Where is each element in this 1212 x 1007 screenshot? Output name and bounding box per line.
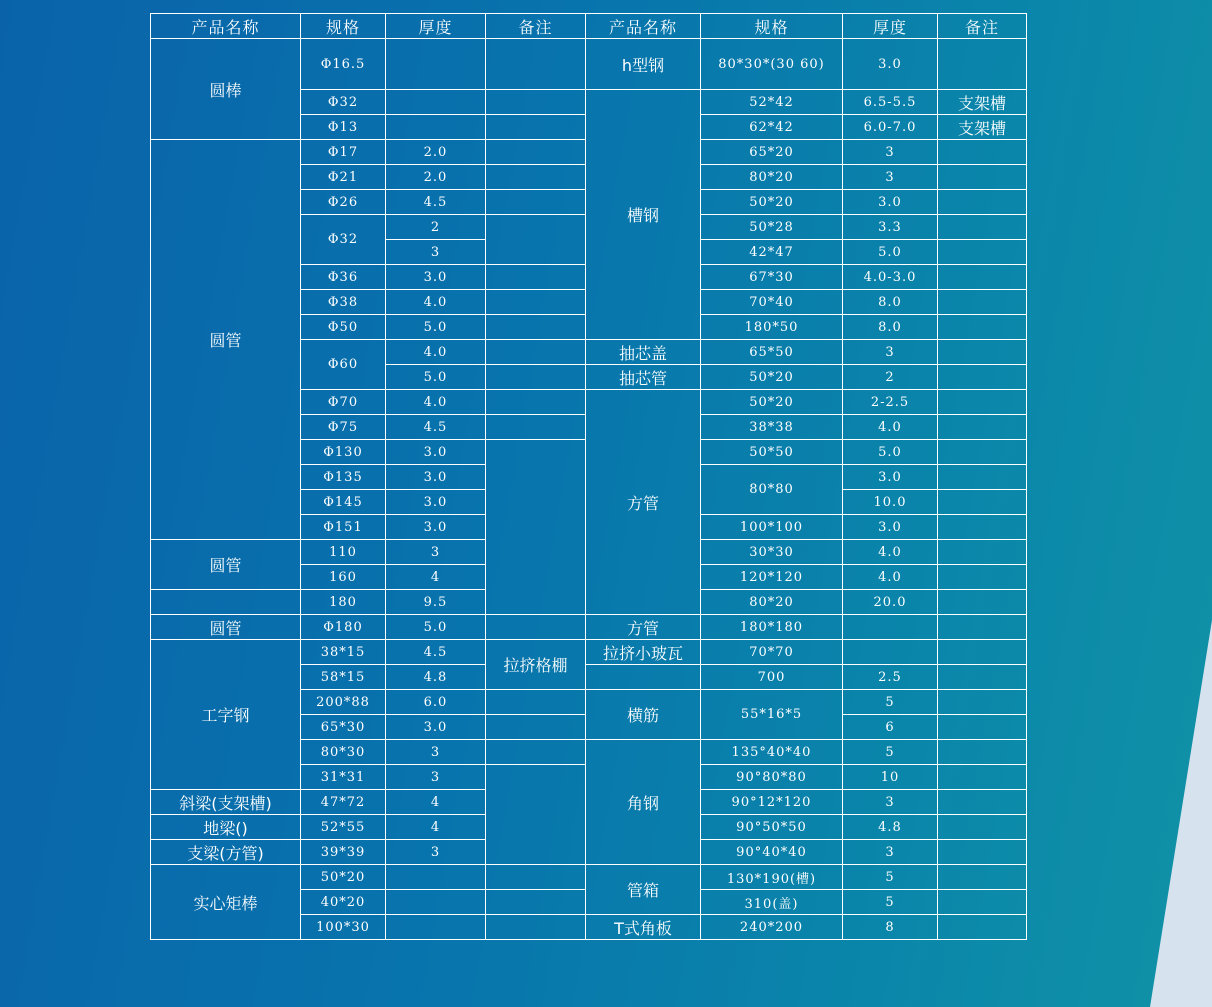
- right-thickness-cell: 4.0: [843, 415, 938, 440]
- left-thickness-cell: 4: [386, 815, 486, 840]
- left-note-cell: [486, 165, 586, 190]
- right-spec-cell: 70*70: [701, 640, 843, 665]
- right-spec-cell: 50*50: [701, 440, 843, 465]
- left-note-cell: [486, 690, 586, 715]
- right-spec-cell: 67*30: [701, 265, 843, 290]
- right-note-cell: [938, 465, 1027, 490]
- right-note-cell: 支架槽: [938, 90, 1027, 115]
- right-thickness-cell: 10: [843, 765, 938, 790]
- left-note-cell: [486, 865, 586, 890]
- left-thickness-cell: 4.0: [386, 390, 486, 415]
- header-cell: 产品名称: [151, 14, 301, 39]
- left-product-name: 斜梁(支架槽): [151, 790, 301, 815]
- left-spec-cell: 80*30: [301, 740, 386, 765]
- left-note-cell: [486, 215, 586, 265]
- left-thickness-cell: [386, 915, 486, 940]
- left-thickness-cell: [386, 865, 486, 890]
- left-note-cell: [486, 340, 586, 365]
- right-thickness-cell: 3: [843, 340, 938, 365]
- table-row: [151, 615, 1027, 640]
- right-thickness-cell: 3: [843, 140, 938, 165]
- left-product-name: 实心矩棒: [151, 865, 301, 940]
- left-thickness-cell: [386, 890, 486, 915]
- right-note-cell: [938, 640, 1027, 665]
- left-spec-cell: 58*15: [301, 665, 386, 690]
- right-thickness-cell: 6: [843, 715, 938, 740]
- right-spec-cell: 80*30*(30 60): [701, 39, 843, 90]
- left-product-name: 圆棒: [151, 39, 301, 140]
- right-spec-cell: 100*100: [701, 515, 843, 540]
- right-spec-cell: 80*20: [701, 165, 843, 190]
- left-note-cell: [486, 415, 586, 440]
- right-thickness-cell: 3.0: [843, 39, 938, 90]
- right-note-cell: [938, 390, 1027, 415]
- left-thickness-cell: 3: [386, 765, 486, 790]
- left-note-cell: [486, 715, 586, 740]
- left-thickness-cell: 2.0: [386, 140, 486, 165]
- left-note-cell: [486, 915, 586, 940]
- right-thickness-cell: [843, 640, 938, 665]
- left-spec-cell: Φ16.5: [301, 39, 386, 90]
- left-spec-cell: Φ21: [301, 165, 386, 190]
- right-thickness-cell: 20.0: [843, 590, 938, 615]
- left-thickness-cell: 2.0: [386, 165, 486, 190]
- right-spec-cell: 52*42: [701, 90, 843, 115]
- right-note-cell: [938, 815, 1027, 840]
- right-thickness-cell: 3: [843, 790, 938, 815]
- header-cell: 产品名称: [586, 14, 701, 39]
- right-note-cell: [938, 915, 1027, 940]
- left-note-cell: [486, 90, 586, 115]
- left-spec-cell: Φ180: [301, 615, 386, 640]
- left-note-cell: [486, 190, 586, 215]
- left-thickness-cell: [386, 115, 486, 140]
- right-thickness-cell: 3.3: [843, 215, 938, 240]
- left-spec-cell: Φ36: [301, 265, 386, 290]
- left-note-cell: [486, 890, 586, 915]
- table-row: [151, 640, 1027, 665]
- right-spec-cell: 50*20: [701, 365, 843, 390]
- left-spec-cell: Φ50: [301, 315, 386, 340]
- right-spec-cell: 65*20: [701, 140, 843, 165]
- left-spec-cell: 100*30: [301, 915, 386, 940]
- right-thickness-cell: 6.0-7.0: [843, 115, 938, 140]
- right-product-name: h型钢: [586, 39, 701, 90]
- right-product-name: 方管: [586, 615, 701, 640]
- right-spec-cell: 50*20: [701, 390, 843, 415]
- left-product-name: 地梁(): [151, 815, 301, 840]
- right-thickness-cell: 3.0: [843, 465, 938, 490]
- left-spec-cell: Φ70: [301, 390, 386, 415]
- left-note-cell: [486, 765, 586, 865]
- right-note-cell: [938, 39, 1027, 90]
- right-product-name: 抽芯盖: [586, 340, 701, 365]
- left-thickness-cell: 4.8: [386, 665, 486, 690]
- right-thickness-cell: 8.0: [843, 290, 938, 315]
- right-thickness-cell: [843, 615, 938, 640]
- right-spec-cell: 50*28: [701, 215, 843, 240]
- right-product-name: 拉挤小玻瓦: [586, 640, 701, 665]
- table-row: [151, 865, 1027, 890]
- right-product-name: 槽钢: [586, 90, 701, 340]
- right-note-cell: [938, 840, 1027, 865]
- left-thickness-cell: 2: [386, 215, 486, 240]
- left-thickness-cell: 3.0: [386, 265, 486, 290]
- header-cell: 厚度: [386, 14, 486, 39]
- right-spec-cell: 120*120: [701, 565, 843, 590]
- left-note-cell: [486, 740, 586, 765]
- right-thickness-cell: 10.0: [843, 490, 938, 515]
- right-note-cell: [938, 365, 1027, 390]
- right-note-cell: [938, 615, 1027, 640]
- left-note-cell: [486, 290, 586, 315]
- right-thickness-cell: 3.0: [843, 515, 938, 540]
- left-spec-cell: Φ75: [301, 415, 386, 440]
- left-note-cell: [486, 365, 586, 390]
- left-spec-cell: 110: [301, 540, 386, 565]
- right-note-cell: [938, 340, 1027, 365]
- right-product-name: 横筋: [586, 690, 701, 740]
- left-note-cell: [486, 39, 586, 90]
- left-spec-cell: 200*88: [301, 690, 386, 715]
- right-product-name: 方管: [586, 390, 701, 615]
- header-cell: 规格: [701, 14, 843, 39]
- left-note-cell: [486, 315, 586, 340]
- right-spec-cell: 80*20: [701, 590, 843, 615]
- right-note-cell: [938, 865, 1027, 890]
- left-spec-cell: 39*39: [301, 840, 386, 865]
- left-thickness-cell: 4: [386, 565, 486, 590]
- left-spec-cell: 65*30: [301, 715, 386, 740]
- left-spec-cell: Φ13: [301, 115, 386, 140]
- right-spec-cell: 135°40*40: [701, 740, 843, 765]
- right-spec-cell: 90°80*80: [701, 765, 843, 790]
- right-note-cell: [938, 215, 1027, 240]
- left-thickness-cell: 4: [386, 790, 486, 815]
- left-spec-cell: Φ135: [301, 465, 386, 490]
- right-note-cell: [938, 790, 1027, 815]
- left-thickness-cell: 4.0: [386, 340, 486, 365]
- left-thickness-cell: 3: [386, 540, 486, 565]
- left-spec-cell: Φ60: [301, 340, 386, 390]
- left-note-cell: [486, 440, 586, 615]
- right-spec-cell: 55*16*5: [701, 690, 843, 740]
- left-product-name: 圆管: [151, 140, 301, 540]
- left-spec-cell: Φ151: [301, 515, 386, 540]
- right-spec-cell: 180*50: [701, 315, 843, 340]
- right-spec-cell: 90°12*120: [701, 790, 843, 815]
- right-spec-cell: 310(盖): [701, 890, 843, 915]
- left-spec-cell: Φ32: [301, 215, 386, 265]
- left-spec-cell: Φ38: [301, 290, 386, 315]
- left-thickness-cell: 5.0: [386, 615, 486, 640]
- right-spec-cell: 180*180: [701, 615, 843, 640]
- left-thickness-cell: 5.0: [386, 365, 486, 390]
- left-spec-cell: Φ130: [301, 440, 386, 465]
- left-thickness-cell: 9.5: [386, 590, 486, 615]
- left-thickness-cell: 3.0: [386, 440, 486, 465]
- left-product-name: 圆管: [151, 540, 301, 590]
- left-thickness-cell: 4.0: [386, 290, 486, 315]
- table-row: [151, 39, 1027, 90]
- right-note-cell: [938, 890, 1027, 915]
- left-thickness-cell: 3.0: [386, 715, 486, 740]
- right-thickness-cell: 4.0: [843, 565, 938, 590]
- right-spec-cell: 42*47: [701, 240, 843, 265]
- right-note-cell: [938, 315, 1027, 340]
- right-note-cell: [938, 690, 1027, 715]
- left-thickness-cell: 3: [386, 240, 486, 265]
- right-thickness-cell: 5: [843, 740, 938, 765]
- right-note-cell: [938, 490, 1027, 515]
- right-spec-cell: 240*200: [701, 915, 843, 940]
- left-spec-cell: Φ32: [301, 90, 386, 115]
- right-thickness-cell: 5: [843, 690, 938, 715]
- right-note-cell: [938, 240, 1027, 265]
- right-note-cell: [938, 565, 1027, 590]
- right-thickness-cell: 2: [843, 365, 938, 390]
- left-thickness-cell: [386, 90, 486, 115]
- right-thickness-cell: 4.8: [843, 815, 938, 840]
- right-thickness-cell: 3: [843, 165, 938, 190]
- right-note-cell: [938, 190, 1027, 215]
- right-note-cell: [938, 765, 1027, 790]
- left-note-cell: [486, 140, 586, 165]
- left-thickness-cell: 6.0: [386, 690, 486, 715]
- header-cell: 备注: [486, 14, 586, 39]
- right-spec-cell: 65*50: [701, 340, 843, 365]
- right-thickness-cell: 5: [843, 890, 938, 915]
- right-note-cell: [938, 415, 1027, 440]
- right-product-name: [586, 665, 701, 690]
- left-spec-cell: Φ145: [301, 490, 386, 515]
- right-spec-cell: 700: [701, 665, 843, 690]
- left-spec-cell: 180: [301, 590, 386, 615]
- right-spec-cell: 130*190(槽): [701, 865, 843, 890]
- left-note-cell: [486, 115, 586, 140]
- right-note-cell: [938, 265, 1027, 290]
- right-note-cell: [938, 590, 1027, 615]
- left-thickness-cell: 3.0: [386, 465, 486, 490]
- left-note-cell: [486, 615, 586, 640]
- left-spec-cell: 38*15: [301, 640, 386, 665]
- left-product-name: 工字钢: [151, 640, 301, 790]
- left-note-cell: [486, 265, 586, 290]
- right-spec-cell: 70*40: [701, 290, 843, 315]
- right-note-cell: 支架槽: [938, 115, 1027, 140]
- right-thickness-cell: 2.5: [843, 665, 938, 690]
- left-thickness-cell: 3: [386, 740, 486, 765]
- right-note-cell: [938, 165, 1027, 190]
- right-thickness-cell: 8: [843, 915, 938, 940]
- left-thickness-cell: 4.5: [386, 415, 486, 440]
- left-thickness-cell: 3.0: [386, 515, 486, 540]
- right-spec-cell: 50*20: [701, 190, 843, 215]
- left-spec-cell: 50*20: [301, 865, 386, 890]
- left-thickness-cell: 5.0: [386, 315, 486, 340]
- right-note-cell: [938, 440, 1027, 465]
- left-thickness-cell: 4.5: [386, 190, 486, 215]
- right-thickness-cell: 5: [843, 865, 938, 890]
- right-thickness-cell: 3: [843, 840, 938, 865]
- left-spec-cell: 160: [301, 565, 386, 590]
- right-product-name: 角钢: [586, 740, 701, 865]
- right-note-cell: [938, 540, 1027, 565]
- left-product-name: 支梁(方管): [151, 840, 301, 865]
- header-row: [151, 14, 1027, 39]
- left-spec-cell: 31*31: [301, 765, 386, 790]
- left-thickness-cell: 3.0: [386, 490, 486, 515]
- right-spec-cell: 30*30: [701, 540, 843, 565]
- right-thickness-cell: 4.0: [843, 540, 938, 565]
- right-note-cell: [938, 515, 1027, 540]
- left-spec-cell: 52*55: [301, 815, 386, 840]
- right-thickness-cell: 4.0-3.0: [843, 265, 938, 290]
- left-product-name: [151, 590, 301, 615]
- header-cell: 规格: [301, 14, 386, 39]
- left-spec-cell: Φ26: [301, 190, 386, 215]
- left-spec-cell: 40*20: [301, 890, 386, 915]
- right-thickness-cell: 8.0: [843, 315, 938, 340]
- right-spec-cell: 80*80: [701, 465, 843, 515]
- left-spec-cell: 47*72: [301, 790, 386, 815]
- header-cell: 厚度: [843, 14, 938, 39]
- header-cell: 备注: [938, 14, 1027, 39]
- right-thickness-cell: 3.0: [843, 190, 938, 215]
- right-product-name: T式角板: [586, 915, 701, 940]
- right-thickness-cell: 5.0: [843, 440, 938, 465]
- right-note-cell: [938, 290, 1027, 315]
- right-note-cell: [938, 140, 1027, 165]
- right-spec-cell: 62*42: [701, 115, 843, 140]
- right-spec-cell: 90°40*40: [701, 840, 843, 865]
- right-thickness-cell: 6.5-5.5: [843, 90, 938, 115]
- left-thickness-cell: 3: [386, 840, 486, 865]
- right-product-name: 抽芯管: [586, 365, 701, 390]
- left-note-cell: [486, 390, 586, 415]
- right-spec-cell: 38*38: [701, 415, 843, 440]
- product-spec-table: [150, 13, 1027, 940]
- right-spec-cell: 90°50*50: [701, 815, 843, 840]
- left-note-cell: 拉挤格棚: [486, 640, 586, 690]
- left-thickness-cell: [386, 39, 486, 90]
- right-note-cell: [938, 715, 1027, 740]
- left-spec-cell: Φ17: [301, 140, 386, 165]
- left-product-name: 圆管: [151, 615, 301, 640]
- right-product-name: 管箱: [586, 865, 701, 915]
- right-thickness-cell: 5.0: [843, 240, 938, 265]
- right-thickness-cell: 2-2.5: [843, 390, 938, 415]
- right-note-cell: [938, 665, 1027, 690]
- right-note-cell: [938, 740, 1027, 765]
- left-thickness-cell: 4.5: [386, 640, 486, 665]
